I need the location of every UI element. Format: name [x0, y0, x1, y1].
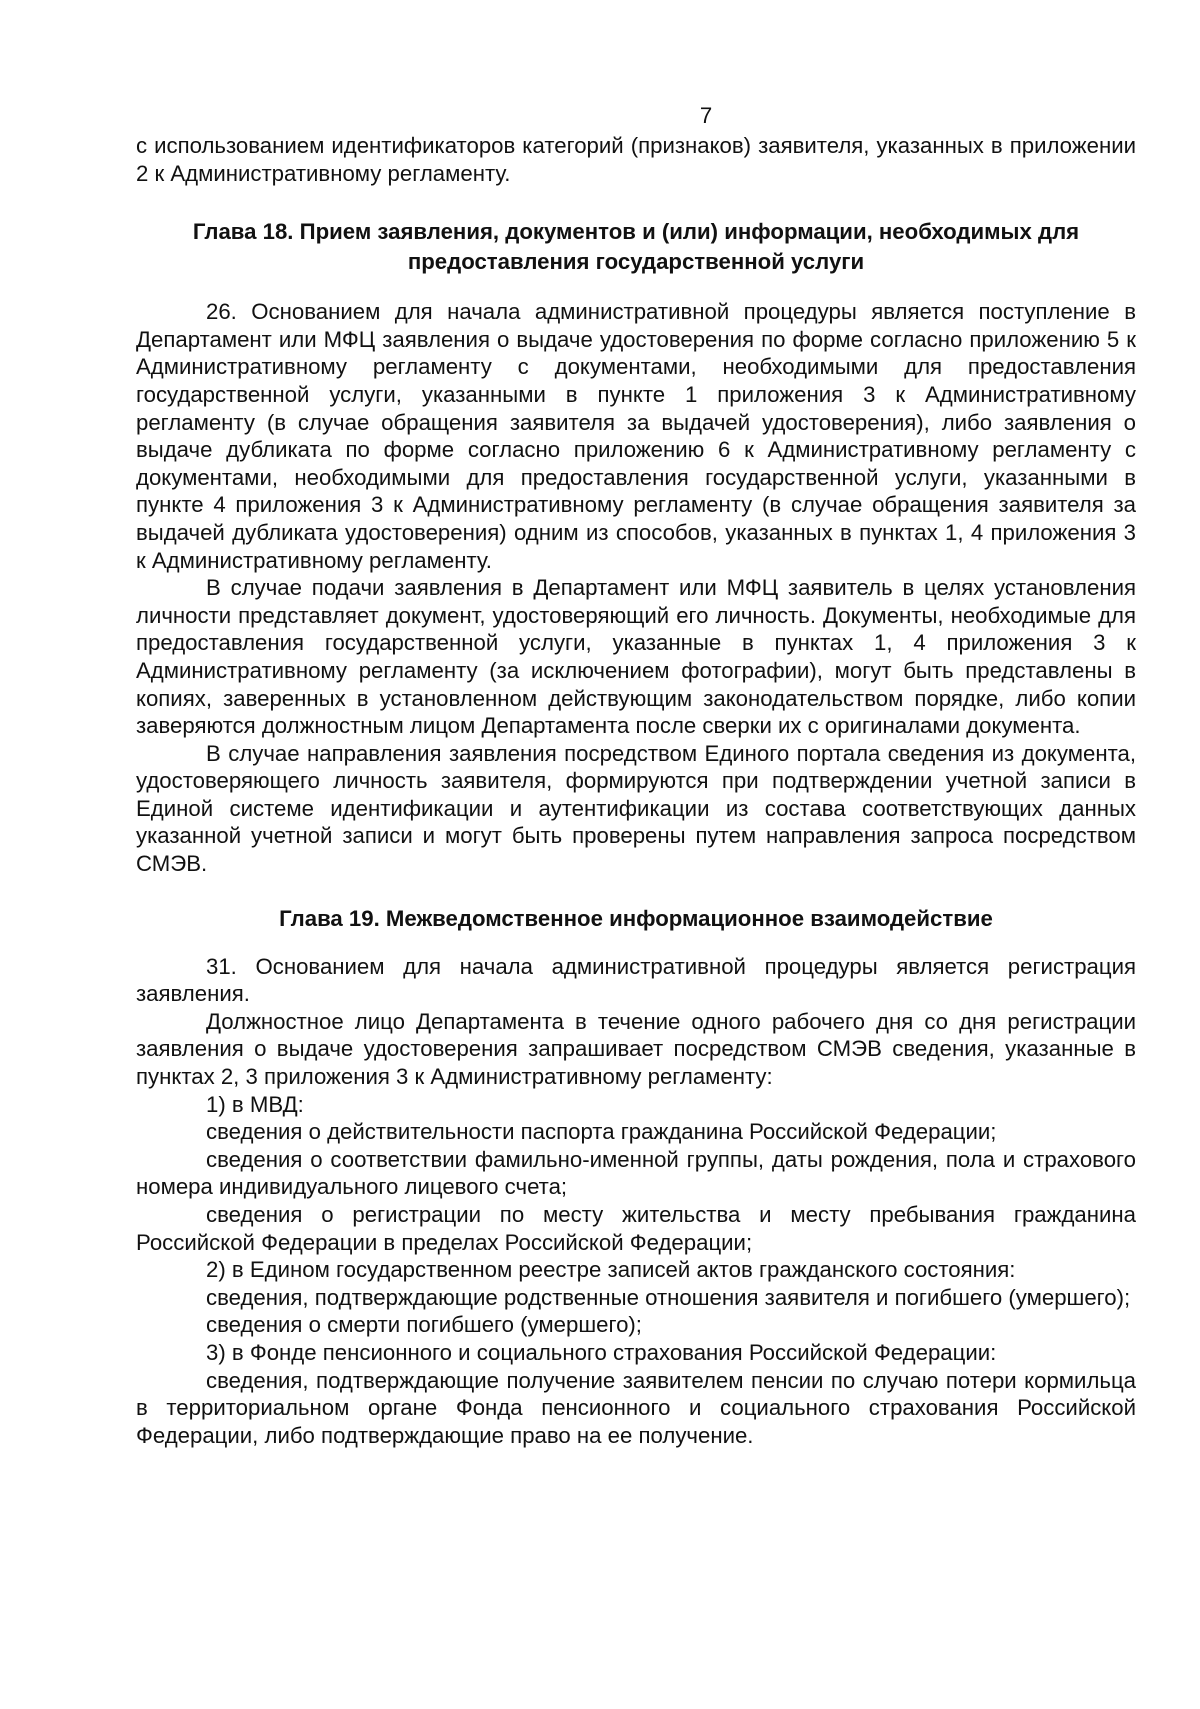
list-item-pension: сведения, подтверждающие получение заявителем пенсии по случаю потери кормильца в территориальном органе Фонда пенсионного и социального страхования Российской Федерации, либо подтверждающие право на ее получение.	[136, 1367, 1136, 1448]
list-item-name-match: сведения о соответствии фамильно-именной группы, даты рождения, пола и страхового номера индивидуального лицевого счета;	[136, 1146, 1136, 1200]
paragraph-portal: В случае направления заявления посредством Единого портала сведения из документа, удостоверяющего личность заявителя, формируются при подтверждении учетной записи в Единой системе идентификации и аутентификации из состава соответствующих данных указанной учетной записи и могут быть проверены путем направления запроса посредством СМЭВ.	[136, 740, 1136, 877]
list-item-kinship: сведения, подтверждающие родственные отношения заявителя и погибшего (умершего);	[206, 1284, 1131, 1310]
list-item-mvd: 1) в МВД:	[206, 1091, 304, 1117]
list-item-passport: сведения о действительности паспорта гражданина Российской Федерации;	[206, 1119, 997, 1145]
chapter-19-heading: Глава 19. Межведомственное информационное взаимодействие	[279, 905, 993, 931]
paragraph-31: 31. Основанием для начала административной процедуры является регистрация заявления.	[136, 953, 1136, 1007]
chapter-18-heading: Глава 18. Прием заявления, документов и (или) информации, необходимых для предоставления государственной услуги	[192, 219, 1080, 275]
list-item-zags: 2) в Едином государственном реестре записей актов гражданского состояния:	[206, 1257, 1016, 1283]
page-number: 7	[699, 103, 713, 128]
paragraph-request: Должностное лицо Департамента в течение одного рабочего дня со дня регистрации заявления о выдаче удостоверения запрашивает посредством СМЭВ сведения, указанные в пунктах 2, 3 приложения 3 к Административному регламенту:	[136, 1008, 1136, 1090]
paragraph-identity: В случае подачи заявления в Департамент или МФЦ заявитель в целях установления личности представляет документ, удостоверяющий его личность. Документы, необходимые для предоставления государственной услуги, указанные в пунктах 1, 4 приложения 3 к Административному регламенту (за исключением фотографии), могут быть представлены в копиях, заверенных в установленном действующим законодательством порядке, либо копии заверяются должностным лицом Департамента после сверки их с оригиналами документа.	[136, 575, 1136, 739]
list-item-sfr: 3) в Фонде пенсионного и социального страхования Российской Федерации:	[206, 1339, 997, 1365]
list-item-registration: сведения о регистрации по месту жительства и месту пребывания гражданина Российской Федерации в пределах Российской Федерации;	[136, 1202, 1136, 1255]
list-item-death: сведения о смерти погибшего (умершего);	[206, 1312, 642, 1338]
intro-paragraph: с использованием идентификаторов категорий (признаков) заявителя, указанных в приложении 2 к Административному регламенту.	[136, 133, 1136, 186]
document-page	[136, 104, 1136, 1449]
paragraph-26: 26. Основанием для начала административной процедуры является поступление в Департамент или МФЦ заявления о выдаче удостоверения по форме согласно приложению 5 к Административному регламенту с документами, необходимыми для предоставления государственной услуги, указанными в пункте 1 приложения 3 к Административному регламенту (в случае обращения заявителя за выдачей удостоверения), либо заявления о выдаче дубликата по форме согласно приложению 6 к Административному регламенту с документами, необходимыми для предоставления государственной услуги, указанными в пункте 4 приложения 3 к Административному регламенту (в случае обращения заявителя за выдачей дубликата удостоверения) одним из способов, указанных в пунктах 1, 4 приложения 3 к Административному регламенту.	[136, 299, 1136, 573]
